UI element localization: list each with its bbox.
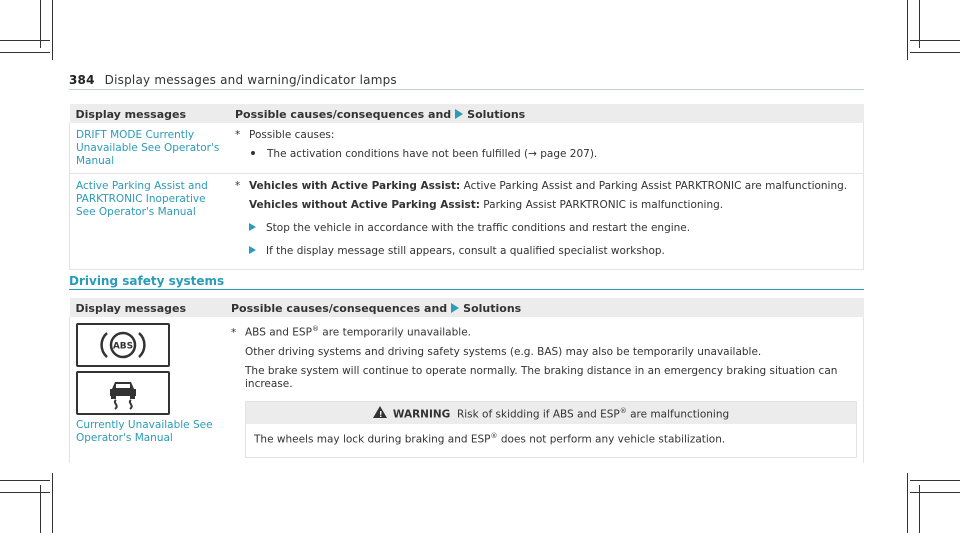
crop-mark <box>907 473 908 533</box>
solution-step-text: Stop the vehicle in accordance with the traffic conditions and restart the engine. <box>266 222 691 234</box>
header-title: Display messages and warning/indicator lamps <box>104 73 397 87</box>
arrow-right-icon <box>249 223 256 231</box>
crop-mark <box>0 480 50 481</box>
warning-title: are malfunctioning <box>630 408 730 420</box>
page-number: 384 <box>69 73 95 87</box>
crop-mark <box>910 492 960 493</box>
cause-line <box>235 129 857 142</box>
cause-line <box>235 180 857 193</box>
crop-mark <box>0 40 50 41</box>
variant-text: Active Parking Assist and Parking Assist PARKTRONIC are malfunctioning. <box>463 180 848 192</box>
warning-text: The wheels may lock during braking and ESP <box>254 433 491 446</box>
running-header <box>69 73 397 87</box>
crop-mark <box>52 473 53 533</box>
column-header-causes <box>229 104 864 123</box>
message-details <box>229 174 864 270</box>
column-header-messages: Display messages <box>70 104 230 123</box>
column-header-messages: Display messages <box>70 298 226 317</box>
display-message <box>70 317 226 463</box>
display-message: DRIFT MODE Currently Unavailable See Operator's Manual <box>70 123 230 174</box>
display-messages-table <box>69 104 864 270</box>
arrow-right-icon <box>451 303 459 313</box>
registered-mark: ® <box>311 325 319 333</box>
column-header-causes-text: Possible causes/consequences and <box>231 301 448 315</box>
display-message-text: Currently Unavailable See Operator's Manual <box>76 419 213 444</box>
variant-label: Vehicles without Active Parking Assist: <box>249 199 480 211</box>
warning-label: WARNING <box>392 408 451 420</box>
cause-text: ABS and ESP <box>245 326 312 339</box>
page-reference-arrow: → <box>528 148 537 160</box>
cause-line <box>235 199 857 212</box>
table-row <box>70 123 864 174</box>
message-details <box>229 123 864 174</box>
column-header-solutions-text: Solutions <box>463 301 522 315</box>
crop-mark <box>910 52 960 53</box>
registered-mark: ® <box>619 406 627 415</box>
crop-mark <box>907 0 908 60</box>
column-header-causes-text: Possible causes/consequences and <box>235 107 452 121</box>
solution-step <box>235 222 857 235</box>
bullet-item <box>235 148 857 161</box>
solution-step <box>235 245 857 258</box>
warning-title: Risk of skidding if ABS and ESP <box>456 408 620 420</box>
variant-label: Vehicles with Active Parking Assist: <box>249 180 461 192</box>
abs-icon <box>93 327 153 363</box>
crop-mark <box>910 40 960 41</box>
abs-warning-lamp-icon <box>76 323 170 367</box>
table-header-row <box>70 298 864 317</box>
crop-mark <box>910 480 960 481</box>
display-message: Active Parking Assist and PARKTRONIC Inoperative See Operator's Manual <box>70 174 230 270</box>
warning-triangle-icon: ! <box>373 406 387 418</box>
table-header-row <box>70 104 864 123</box>
cause-line <box>231 323 857 340</box>
cause-text: are temporarily unavailable. <box>322 326 471 339</box>
optional-equipment-star: * <box>235 180 241 192</box>
table-row <box>70 174 864 270</box>
column-header-causes <box>225 298 864 317</box>
crop-mark <box>52 0 53 60</box>
section-rule <box>69 289 864 290</box>
warning-header <box>246 402 856 425</box>
crop-mark <box>0 52 50 53</box>
car-skid-icon <box>103 375 143 411</box>
svg-text:ABS: ABS <box>112 341 134 352</box>
bullet-icon <box>251 151 255 155</box>
section-title: Driving safety systems <box>69 274 225 288</box>
warning-box <box>245 401 857 458</box>
arrow-right-icon <box>249 246 256 254</box>
bullet-text: The activation conditions have not been fulfilled ( <box>267 148 529 160</box>
crop-mark <box>0 492 50 493</box>
arrow-right-icon <box>455 109 463 119</box>
cause-label: Possible causes: <box>249 129 335 141</box>
esp-skid-lamp-icon <box>76 371 170 415</box>
warning-body <box>246 424 856 457</box>
table-row <box>70 317 864 463</box>
column-header-solutions-text: Solutions <box>467 107 526 121</box>
consequence-line: The brake system will continue to operate normally. The braking distance in an emergency braking situation can increase. <box>245 364 838 390</box>
consequence-line: Other driving systems and driving safety systems (e.g. BAS) may also be temporarily unavailable. <box>245 345 762 358</box>
solution-step-text: If the display message still appears, consult a qualified specialist workshop. <box>266 245 665 257</box>
optional-equipment-star: * <box>235 129 241 141</box>
message-details <box>225 317 864 463</box>
driving-safety-table <box>69 298 864 463</box>
header-rule <box>69 89 864 90</box>
variant-text: Parking Assist PARKTRONIC is malfunctioning. <box>483 199 724 211</box>
page-reference-link[interactable]: page 207). <box>540 148 598 160</box>
registered-mark: ® <box>490 432 498 440</box>
warning-text: does not perform any vehicle stabilization. <box>500 433 726 446</box>
optional-equipment-star: * <box>231 326 237 339</box>
